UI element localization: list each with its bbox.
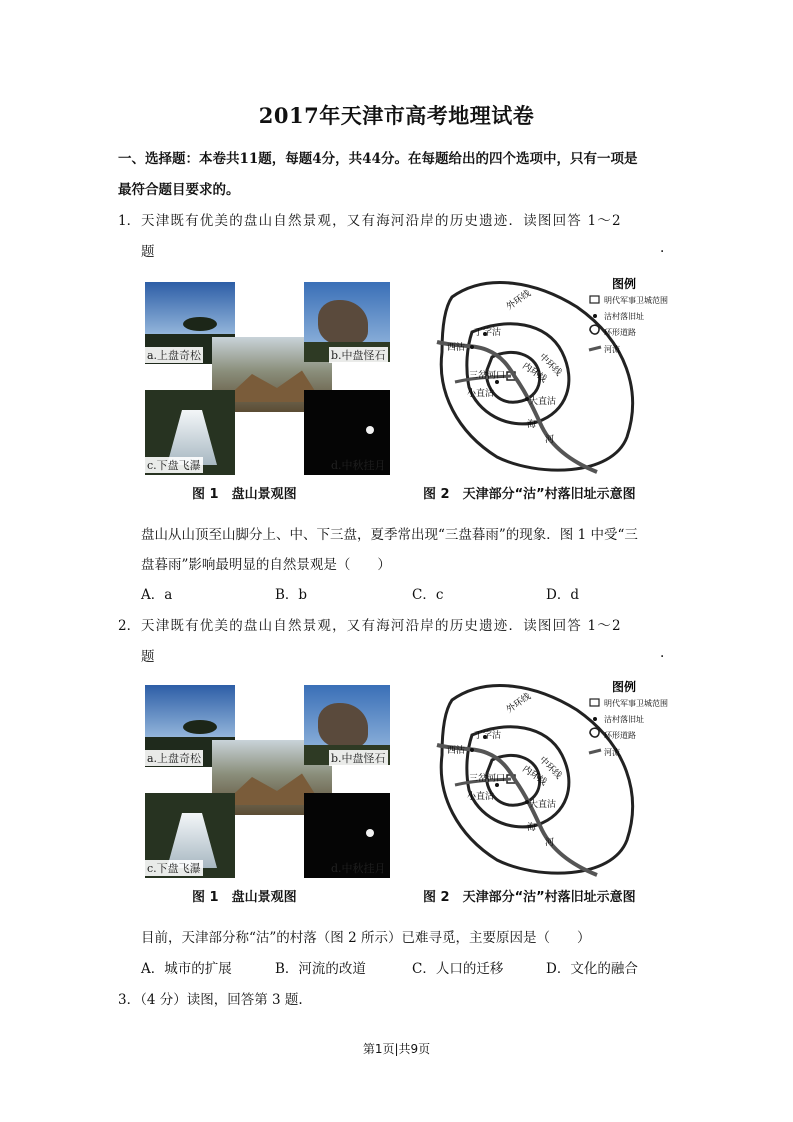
figure-q2 <box>142 675 690 920</box>
q2-option-d[interactable]: D．文化的融合 <box>546 961 638 977</box>
map-label-dingzigu: 丁字沽 <box>474 328 502 338</box>
q2-stem-end: . <box>660 645 665 661</box>
q3-stem: 3．（4 分）读图，回答第 3 题. <box>118 992 303 1008</box>
map-label-hai: 海 <box>527 420 537 430</box>
map-label-hai: 海 <box>527 823 537 833</box>
map-label-sancha: 三岔河口 <box>469 774 506 784</box>
caption-figure1: 图 1 盘山景观图 <box>192 487 297 502</box>
map-label-xigu: 西沽 <box>447 746 466 756</box>
map-label-xiaozhigu: 小直沽 <box>467 389 495 399</box>
caption-figure1: 图 1 盘山景观图 <box>192 890 297 905</box>
q1-stem: 天津既有优美的盘山自然景观，又有海河沿岸的历史遗迹．读图回答 1～2 <box>141 213 622 229</box>
map-figure2 <box>427 675 690 880</box>
legend-item-3: 环形道路 <box>604 731 636 740</box>
q2-stem: 天津既有优美的盘山自然景观，又有海河沿岸的历史遗迹．读图回答 1～2 <box>141 618 622 634</box>
caption-figure2: 图 2 天津部分“沽”村落旧址示意图 <box>423 487 636 502</box>
q1-number: 1． <box>118 213 141 229</box>
q1-subquestion-line2: 盘暮雨”影响最明显的自然景观是（ ） <box>141 557 391 573</box>
photo-label-c: c.下盘飞瀑 <box>147 459 201 472</box>
legend-title: 图例 <box>612 680 637 694</box>
map-label-dazhigu: 大直沽 <box>529 800 557 810</box>
photo-label-b: b.中盘怪石 <box>331 752 386 765</box>
q1-stem-line2: 题 <box>141 244 155 260</box>
q1-subquestion-line1: 盘山从山顶至山脚分上、中、下三盘，夏季常出现“三盘暮雨”的现象．图 1 中受“三 <box>141 527 638 543</box>
section-heading-line2: 最符合题目要求的。 <box>118 182 240 198</box>
q1-option-c[interactable]: C．c <box>412 587 444 603</box>
map-label-xiaozhigu: 小直沽 <box>467 792 495 802</box>
legend-item-4: 河流 <box>604 345 620 354</box>
q2-option-c[interactable]: C．人口的迁移 <box>412 961 504 977</box>
photo-label-d: d.中秋挂月 <box>331 459 386 472</box>
legend-item-3: 环形道路 <box>604 328 636 337</box>
map-label-dazhigu: 大直沽 <box>529 397 557 407</box>
legend-title: 图例 <box>612 277 637 291</box>
q2-number: 2． <box>118 618 141 634</box>
map-label-middle-ring: 中环线 <box>536 755 564 782</box>
map-figure2 <box>427 272 690 477</box>
photo-label-a: a.上盘奇松 <box>147 349 202 362</box>
page-footer: 第1页|共9页 <box>362 1042 431 1056</box>
map-label-outer-ring: 外环线 <box>504 288 533 313</box>
photo-label-b: b.中盘怪石 <box>331 349 386 362</box>
legend-item-1: 明代军事卫城范围 <box>604 296 668 305</box>
photo-label-c: c.下盘飞瀑 <box>147 862 201 875</box>
section-heading-line1: 一、选择题：本卷共11题，每题4分，共44分。在每题给出的四个选项中，只有一项是 <box>118 151 638 167</box>
map-label-outer-ring: 外环线 <box>504 691 533 716</box>
map-label-dingzigu: 丁字沽 <box>474 731 502 741</box>
map-label-he: 河 <box>545 435 555 445</box>
legend-item-2: 沽村落旧址 <box>604 312 644 321</box>
q1-stem-end: . <box>660 240 665 256</box>
page-title: 2017年天津市高考地理试卷 <box>258 103 535 128</box>
figure-q1 <box>142 272 690 517</box>
photo-label-d: d.中秋挂月 <box>331 862 386 875</box>
map-label-inner-ring: 内环线 <box>520 764 549 788</box>
q1-option-b[interactable]: B．b <box>275 587 308 603</box>
map-label-inner-ring: 内环线 <box>520 361 549 385</box>
caption-figure2: 图 2 天津部分“沽”村落旧址示意图 <box>423 890 636 905</box>
map-label-he: 河 <box>545 838 555 848</box>
q1-option-d[interactable]: D．d <box>546 587 579 603</box>
q1-option-a[interactable]: A．a <box>141 587 173 603</box>
legend-item-4: 河流 <box>604 748 620 757</box>
map-label-sancha: 三岔河口 <box>469 371 506 381</box>
legend-item-2: 沽村落旧址 <box>604 715 644 724</box>
legend-item-1: 明代军事卫城范围 <box>604 699 668 708</box>
q2-option-b[interactable]: B．河流的改道 <box>275 961 366 977</box>
q2-stem-line2: 题 <box>141 649 155 665</box>
photo-label-a: a.上盘奇松 <box>147 752 202 765</box>
map-label-xigu: 西沽 <box>447 343 466 353</box>
q2-subquestion: 目前，天津部分称“沽”的村落（图 2 所示）已难寻觅，主要原因是（ ） <box>141 930 591 946</box>
q2-option-a[interactable]: A．城市的扩展 <box>141 961 232 977</box>
map-label-middle-ring: 中环线 <box>536 352 564 379</box>
